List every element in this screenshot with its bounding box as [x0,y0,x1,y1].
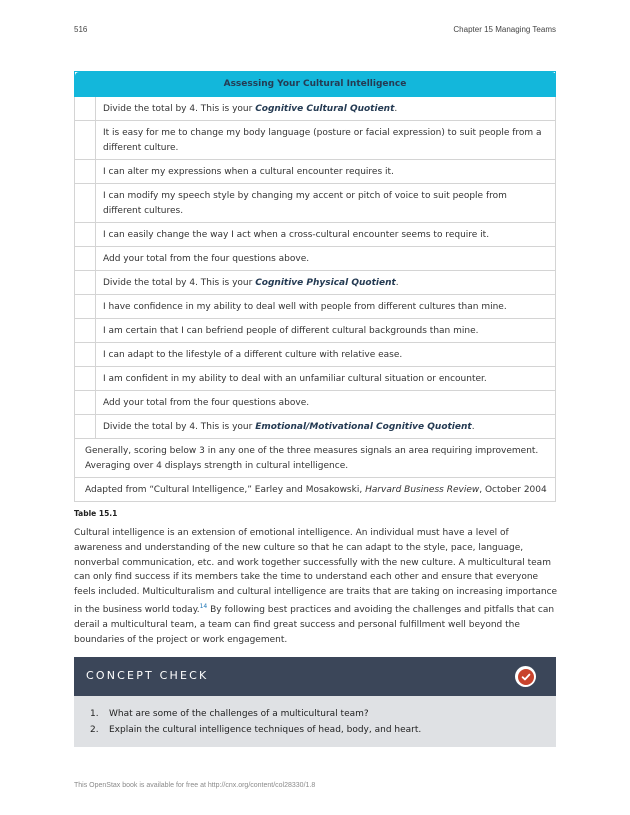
table-row [75,121,556,160]
statement-cell: I am confident in my ability to deal with an unfamiliar cultural situation or encounter. [96,367,556,391]
list-item: 2. Explain the cultural intelligence techniques of head, body, and heart. [90,725,422,735]
body-paragraph: Cultural intelligence is an extension of emotional intelligence. An individual must have a level of awareness and understanding of the new culture so that he can adapt to the style, pace, language, nonverbal communication, etc. and work together successfully with the new culture. A multicultural team can only find success if its members take the time to understand each other and ensure that everyone feels included. Multiculturalism and cultural intelligence are traits that are taking on increasing importance in the business world today.$^{14}$ By following best practices and avoiding the challenges and pitfalls that can derail a multicultural team, a team can find great success and personal fulfillment well beyond the boundaries of the project or work engagement. [74,528,558,645]
statement-cell: Add your total from the four questions above. [96,247,556,271]
list-item: 1. What are some of the challenges of a multicultural team? [90,709,369,719]
table-row [75,295,556,319]
table-row [75,271,556,295]
concept-check-box [74,657,556,747]
score-cell [75,121,96,160]
table-row [75,97,556,121]
table-caption: Assessing Your Cultural Intelligence [75,72,556,97]
table-row [75,391,556,415]
score-cell [75,97,96,121]
cultural-intelligence-table [74,71,556,502]
page-number: 516 [74,25,88,34]
table-source-row [75,478,556,502]
score-cell [75,391,96,415]
chapter-header: Chapter 15 Managing Teams [453,25,556,34]
concept-check-list [74,706,556,738]
table-row [75,319,556,343]
concept-check-title: CONCEPT CHECK [86,669,209,682]
table-source: Adapted from “Cultural Intelligence,” Earley and Mosakowski, Harvard Business Review, October 2004 [75,478,556,502]
table-caption-row [75,72,556,97]
table-row [75,160,556,184]
score-cell [75,223,96,247]
statement-cell: Add your total from the four questions above. [96,391,556,415]
statement-cell: I am certain that I can befriend people of different cultural backgrounds than mine. [96,319,556,343]
statement-cell: It is easy for me to change my body language (posture or facial expression) to suit people from a different culture. [96,121,556,160]
checkmark-icon [515,666,536,687]
table-row [75,223,556,247]
score-cell [75,319,96,343]
statement-cell: I have confidence in my ability to deal well with people from different cultures than mine. [96,295,556,319]
statement-cell: I can adapt to the lifestyle of a different culture with relative ease. [96,343,556,367]
statement-cell: I can easily change the way I act when a cross-cultural encounter seems to require it. [96,223,556,247]
table-row [75,415,556,439]
footnote-link[interactable]: 14 [199,602,208,610]
score-cell [75,184,96,223]
table-row [75,343,556,367]
score-cell [75,271,96,295]
statement-cell: Divide the total by 4. This is your Cognitive Cultural Quotient. [96,97,556,121]
table-row [75,247,556,271]
concept-check-header [74,657,556,696]
score-cell [75,160,96,184]
score-cell [75,295,96,319]
table-row [75,367,556,391]
page-footer: This OpenStax book is available for free at http://cnx.org/content/col28330/1.8 [74,782,316,789]
statement-cell: I can alter my expressions when a cultural encounter requires it. [96,160,556,184]
statement-cell: Divide the total by 4. This is your Cognitive Physical Quotient. [96,271,556,295]
score-cell [75,247,96,271]
table-label: Table 15.1 [74,509,118,518]
score-cell [75,367,96,391]
statement-cell: I can modify my speech style by changing my accent or pitch of voice to suit people from different cultures. [96,184,556,223]
table-summary-row [75,439,556,478]
table-row [75,184,556,223]
score-cell [75,415,96,439]
table-summary: Generally, scoring below 3 in any one of the three measures signals an area requiring improvement. Averaging over 4 displays strength in cultural intelligence. [75,439,556,478]
score-cell [75,343,96,367]
statement-cell: Divide the total by 4. This is your Emotional/Motivational Cognitive Quotient. [96,415,556,439]
